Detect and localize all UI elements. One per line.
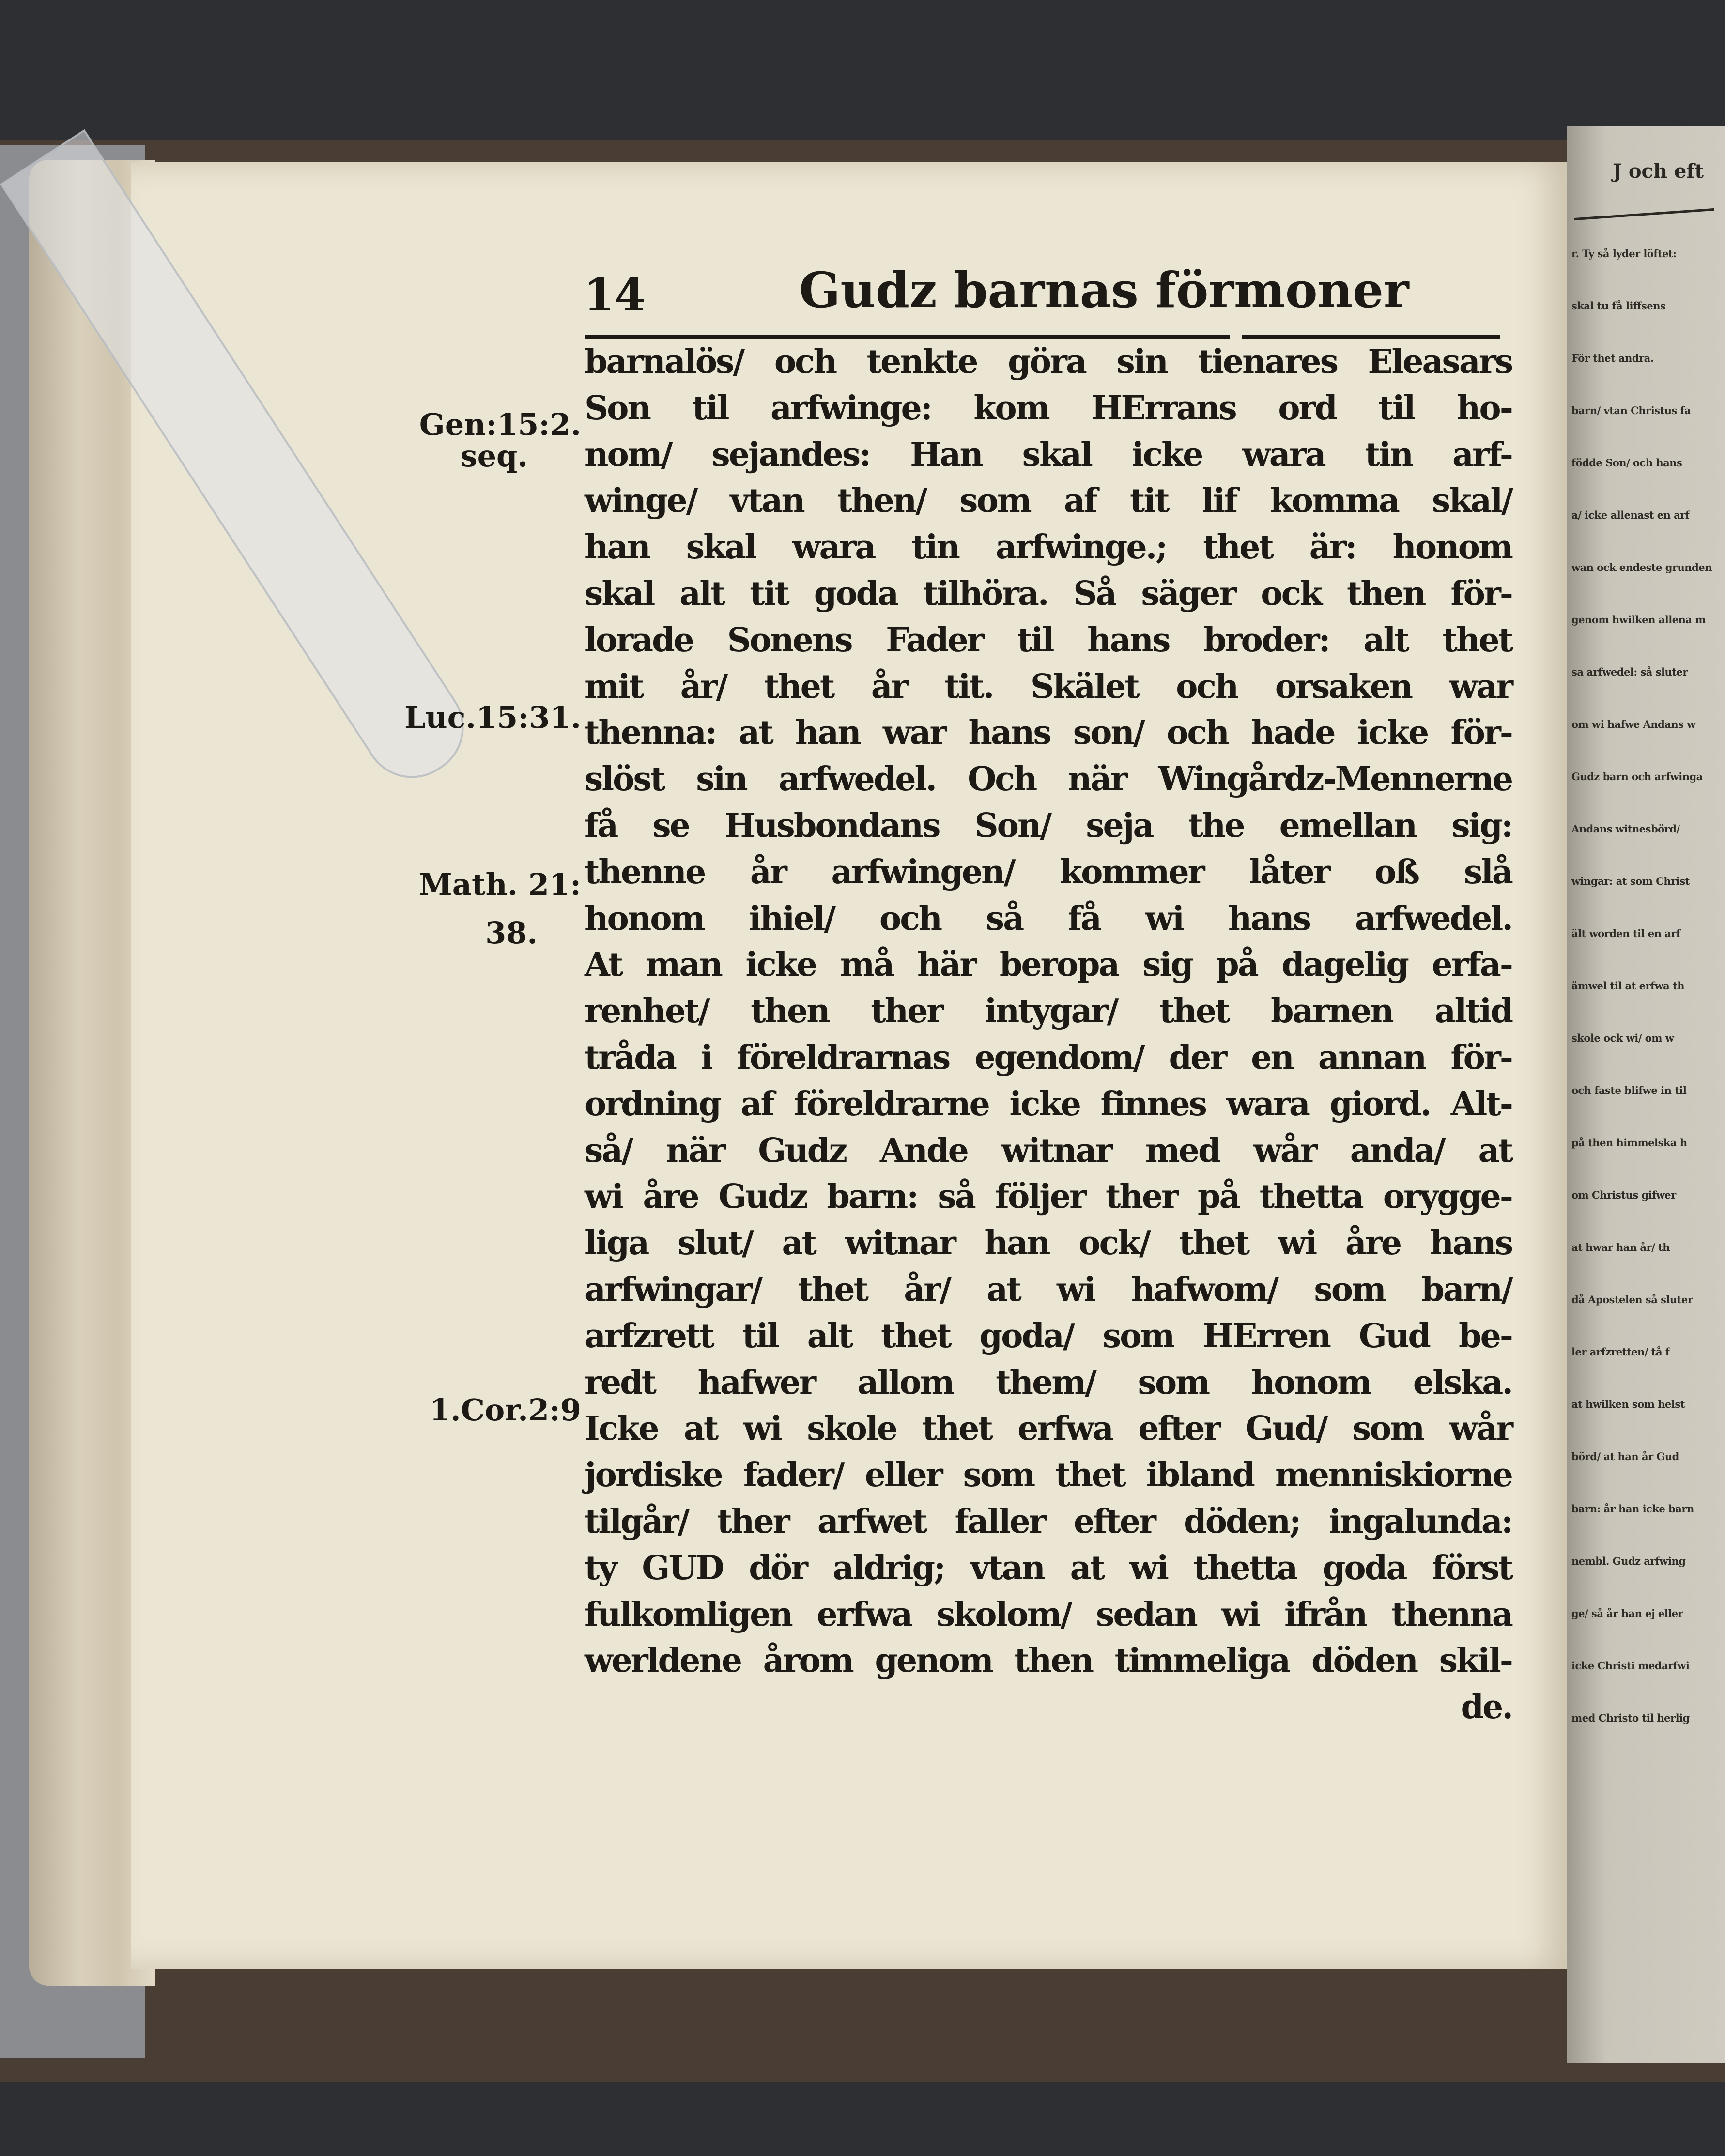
- text-line: renhet/ then ther intygar/ thet barnen altid: [585, 992, 1512, 1031]
- text-line: barnalös/ och tenkte göra sin tienares Eleasars: [585, 342, 1512, 381]
- margin-note: Gen:15:2.: [419, 407, 581, 442]
- text-line: redt hafwer allom them/ som honom elska.: [585, 1363, 1512, 1402]
- text-line: de.: [1461, 1688, 1512, 1727]
- text-line: thenna: at han war hans son/ och hade icke för-: [585, 713, 1512, 753]
- right-page-text-line: icke Christi medarfwi: [1571, 1660, 1690, 1672]
- text-line: få se Husbondans Son/ seja the emellan sig:: [585, 806, 1512, 845]
- right-page-text-line: skal tu få liffsens: [1571, 300, 1666, 312]
- right-page-text-line: ge/ så år han ej eller: [1571, 1607, 1683, 1619]
- margin-note: Math. 21:: [419, 867, 581, 902]
- right-page-text-line: r. Ty så lyder löftet:: [1571, 247, 1677, 260]
- right-page-text-line: ält worden til en arf: [1571, 927, 1680, 939]
- text-line: slöst sin arfwedel. Och när Wingårdz-Mennerne: [585, 760, 1512, 799]
- text-line: tråda i föreldrarnas egendom/ der en annan för-: [585, 1038, 1512, 1077]
- text-line: lorade Sonens Fader til hans broder: alt thet: [585, 620, 1512, 660]
- text-line: skal alt tit goda tilhöra. Så säger ock then för-: [585, 574, 1512, 613]
- text-line: tilgår/ ther arfwet faller efter döden; ingalunda:: [585, 1502, 1512, 1541]
- text-line: Icke at wi skole thet erfwa efter Gud/ som wår: [585, 1409, 1512, 1448]
- right-page-text-line: at hwilken som helst: [1571, 1398, 1685, 1410]
- right-page-text-line: genom hwilken allena m: [1571, 614, 1706, 626]
- text-line: werldene årom genom then timmeliga döden skil-: [585, 1641, 1512, 1680]
- right-page-text-line: För thet andra.: [1571, 352, 1654, 364]
- text-line: liga slut/ at witnar han ock/ thet wi åre hans: [585, 1224, 1512, 1263]
- right-page-text-line: barn: år han icke barn: [1571, 1503, 1694, 1515]
- text-line: arfzrett til alt thet goda/ som HErren Gud be-: [585, 1316, 1512, 1355]
- right-page-text: [1571, 228, 1722, 1744]
- right-page-text-line: och faste blifwe in til: [1571, 1084, 1687, 1096]
- text-line: han skal wara tin arfwinge.; thet är: honom: [585, 528, 1512, 567]
- right-page-text-line: på then himmelska h: [1571, 1137, 1687, 1149]
- text-line: honom ihiel/ och så få wi hans arfwedel.: [585, 899, 1512, 938]
- right-page-text-line: med Christo til herlig: [1571, 1712, 1690, 1724]
- text-line: så/ när Gudz Ande witnar med wår anda/ at: [585, 1131, 1512, 1170]
- text-line: nom/ sejandes: Han skal icke wara tin arf-: [585, 435, 1512, 474]
- right-page-text-line: ler arfzretten/ tå f: [1571, 1346, 1670, 1358]
- right-page-text-line: nembl. Gudz arfwing: [1571, 1555, 1686, 1567]
- margin-note: Luc.15:31.: [404, 700, 581, 735]
- right-page-text-line: barn/ vtan Christus fa: [1571, 404, 1691, 416]
- right-page-text-line: födde Son/ och hans: [1571, 457, 1682, 469]
- text-line: Son til arfwinge: kom HErrans ord til ho-: [585, 388, 1512, 428]
- text-line: At man icke må här beropa sig på dagelig erfa-: [585, 945, 1512, 985]
- margin-note: 38.: [485, 915, 538, 951]
- page-number: 14: [584, 269, 646, 321]
- text-line: thenne år arfwingen/ kommer låter oß slå: [585, 852, 1512, 892]
- right-page-text-line: om wi hafwe Andans w: [1571, 718, 1695, 730]
- running-title: Gudz barnas förmoner: [799, 262, 1409, 319]
- text-line: ordning af föreldrarne icke finnes wara giord. Alt-: [585, 1084, 1512, 1124]
- right-page-text-line: börd/ at han år Gud: [1571, 1450, 1679, 1463]
- right-page-text-line: Andans witnesbörd/: [1571, 823, 1680, 835]
- header-rule: [585, 335, 1500, 339]
- body-text: [585, 339, 1512, 1731]
- right-page-running-title: J och eft: [1613, 160, 1704, 183]
- text-line: mit år/ thet år tit. Skälet och orsaken war: [585, 667, 1512, 706]
- margin-note: 1.Cor.2:9: [429, 1392, 581, 1428]
- right-page-text-line: om Christus gifwer: [1571, 1189, 1676, 1201]
- right-page-text-line: a/ icke allenast en arf: [1571, 509, 1690, 521]
- right-page-text-line: Gudz barn och arfwinga: [1571, 770, 1703, 783]
- text-line: jordiske fader/ eller som thet ibland menniskiorne: [585, 1456, 1512, 1495]
- right-page-text-line: at hwar han år/ th: [1571, 1241, 1670, 1253]
- right-page-text-line: wingar: at som Christ: [1571, 875, 1690, 887]
- text-line: wi åre Gudz barn: så följer ther på thetta orygge-: [585, 1177, 1512, 1217]
- margin-note: seq.: [460, 438, 528, 474]
- right-page-text-line: wan ock endeste grunden: [1571, 561, 1712, 573]
- text-line: winge/ vtan then/ som af tit lif komma skal/: [585, 481, 1512, 521]
- right-page-text-line: då Apostelen så sluter: [1571, 1294, 1693, 1306]
- text-line: fulkomligen erfwa skolom/ sedan wi ifrån thenna: [585, 1595, 1512, 1634]
- right-page-text-line: sa arfwedel: så sluter: [1571, 666, 1688, 678]
- right-page-text-line: skole ock wi/ om w: [1571, 1032, 1674, 1044]
- text-line: ty GUD dör aldrig; vtan at wi thetta goda först: [585, 1548, 1512, 1587]
- right-page-text-line: ämwel til at erfwa th: [1571, 980, 1685, 992]
- text-line: arfwingar/ thet år/ at wi hafwom/ som barn/: [585, 1270, 1512, 1309]
